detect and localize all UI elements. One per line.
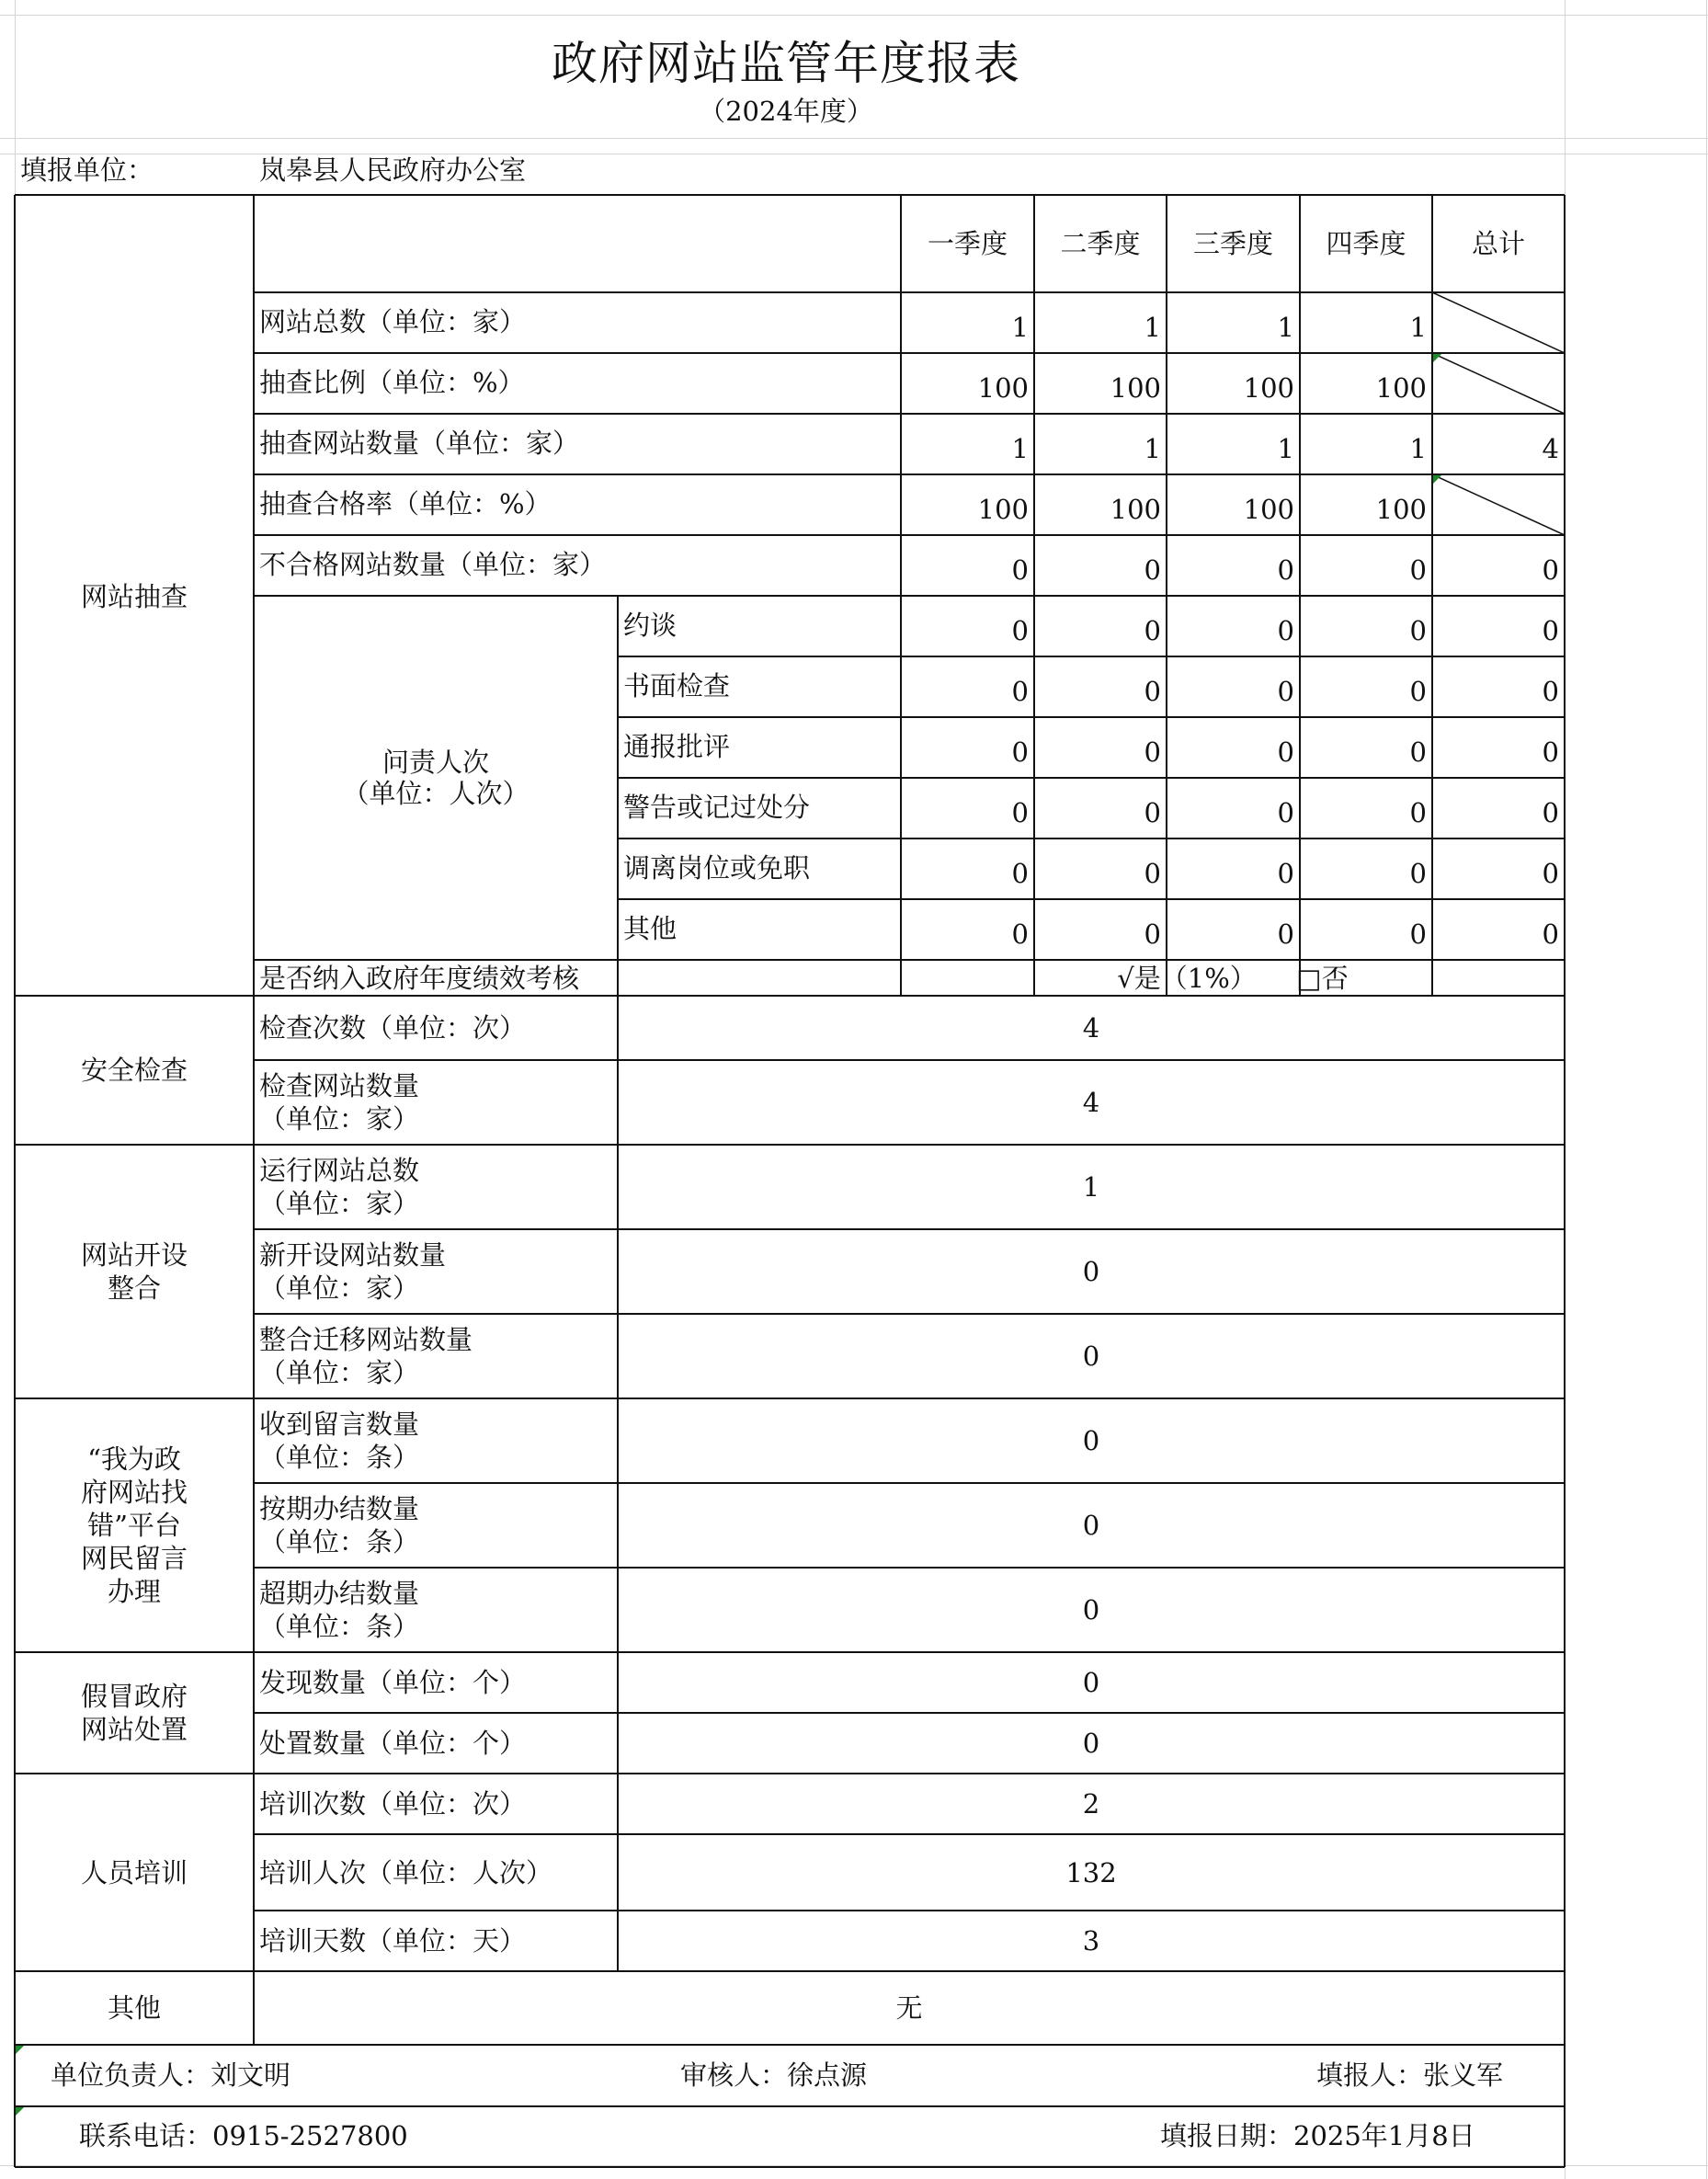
cell-value: 3	[1082, 1925, 1100, 1957]
gridline	[0, 15, 1708, 16]
cell-border	[254, 1228, 1565, 1230]
performance-value: √是（1%） □否	[1117, 963, 1349, 994]
cell-value: 1	[1144, 433, 1161, 464]
row-label-security-1: 检查网站数量 （单位：家）	[259, 1070, 420, 1135]
row-label-accountability-2: 通报批评	[623, 731, 731, 762]
row-label-fake-0: 发现数量（单位：个）	[259, 1667, 527, 1698]
footer-date: 填报日期：2025年1月8日	[1160, 2120, 1475, 2151]
cell-value: 0	[1082, 1728, 1100, 1759]
cell-value: 0	[1011, 858, 1029, 889]
cell-value: 0	[1277, 858, 1294, 889]
row-label-inspection-4: 不合格网站数量（单位：家）	[259, 549, 607, 580]
page-title: 政府网站监管年度报表	[552, 37, 1020, 90]
cell-border	[254, 1712, 1565, 1714]
diagonal-slash-cell	[1432, 292, 1565, 353]
cell-border	[253, 195, 255, 2045]
cell-value: 0	[1144, 615, 1161, 646]
cell-border	[617, 1145, 619, 1398]
cell-value: 0	[1542, 736, 1559, 768]
cell-value: 0	[1144, 858, 1161, 889]
cell-value: 0	[1144, 736, 1161, 768]
footer-leader: 单位负责人：刘文明	[51, 2059, 291, 2091]
cell-value: 1	[1082, 1171, 1100, 1203]
gridline	[0, 138, 1708, 139]
cell-value: 1	[1409, 312, 1427, 343]
cell-value: 0	[1082, 1667, 1100, 1698]
cell-border	[254, 1833, 1565, 1835]
section-label-training: 人员培训	[80, 1856, 188, 1888]
cell-border	[618, 777, 1565, 779]
footer-reviewer: 审核人：徐点源	[680, 2059, 868, 2091]
cell-value: 0	[1542, 797, 1559, 828]
comment-marker-icon	[1433, 354, 1441, 362]
cell-border	[618, 656, 1565, 657]
cell-value: 1	[1144, 312, 1161, 343]
comment-marker-icon	[16, 2046, 24, 2054]
table-border-bottom	[15, 2166, 1565, 2168]
section-label-other: 其他	[107, 1992, 162, 2024]
cell-value: 0	[1542, 615, 1559, 646]
section-label-security: 安全检查	[80, 1055, 188, 1086]
row-label-accountability-1: 书面检查	[623, 670, 731, 702]
row-label-accountability-4: 调离岗位或免职	[623, 852, 811, 884]
cell-value: 4	[1082, 1012, 1100, 1044]
cell-border	[254, 291, 1565, 293]
cell-value: 0	[1144, 676, 1161, 707]
table-border-top	[15, 194, 1565, 196]
cell-border	[618, 898, 1565, 900]
cell-value: 100	[1110, 372, 1161, 404]
row-label-fake-1: 处置数量（单位：个）	[259, 1728, 527, 1759]
cell-border	[15, 1398, 1565, 1399]
row-label-accountability-3: 警告或记过处分	[623, 792, 811, 823]
row-label-inspection-1: 抽查比例（单位：%）	[259, 367, 525, 398]
cell-border	[254, 959, 1565, 961]
section-label-inspection: 网站抽查	[80, 581, 188, 612]
cell-border	[254, 1482, 1565, 1484]
row-label-accountability-0: 约谈	[623, 610, 678, 641]
row-label-messages-0: 收到留言数量 （单位：条）	[259, 1409, 420, 1473]
cell-value: 0	[1409, 554, 1427, 586]
cell-value: 0	[1144, 918, 1161, 950]
cell-value: 0	[1542, 554, 1559, 586]
cell-value: 0	[1277, 918, 1294, 950]
section-label-messages: “我为政 府网站找 错”平台 网民留言 办理	[80, 1443, 188, 1607]
cell-value: 0	[1409, 615, 1427, 646]
comment-marker-icon	[16, 2107, 24, 2116]
cell-border	[254, 1567, 1565, 1569]
page-subtitle: （2024年度）	[699, 96, 873, 127]
gridline	[1706, 0, 1707, 2179]
section-label-integration: 网站开设 整合	[80, 1239, 188, 1304]
row-label-training-1: 培训人次（单位：人次）	[259, 1856, 553, 1888]
cell-value: 132	[1065, 1856, 1117, 1888]
row-label-integration-0: 运行网站总数 （单位：家）	[259, 1155, 420, 1219]
cell-value: 100	[1243, 494, 1294, 525]
cell-value: 0	[1082, 1425, 1100, 1456]
row-label-inspection-0: 网站总数（单位：家）	[259, 306, 527, 337]
cell-value: 0	[1011, 615, 1029, 646]
cell-border	[254, 1910, 1565, 1911]
cell-value: 0	[1082, 1256, 1100, 1287]
gridline	[15, 0, 16, 195]
cell-value: 100	[977, 372, 1029, 404]
filler-unit-value: 岚皋县人民政府办公室	[259, 154, 527, 186]
cell-value: 0	[1011, 676, 1029, 707]
row-label-messages-1: 按期办结数量 （单位：条）	[259, 1493, 420, 1557]
column-header-q4: 四季度	[1326, 228, 1406, 259]
cell-value: 2	[1082, 1788, 1100, 1820]
cell-border	[15, 1773, 1565, 1774]
row-label-accountability-5: 其他	[623, 913, 678, 944]
cell-border	[15, 995, 1565, 997]
cell-value: 0	[1277, 615, 1294, 646]
column-header-q2: 二季度	[1060, 228, 1141, 259]
footer-phone: 联系电话：0915-2527800	[79, 2120, 408, 2151]
cell-border	[15, 2105, 1565, 2107]
cell-border	[617, 996, 619, 1145]
cell-value: 0	[1542, 918, 1559, 950]
cell-value: 100	[1375, 372, 1427, 404]
row-label-integration-2: 整合迁移网站数量 （单位：家）	[259, 1324, 473, 1388]
cell-value: 0	[1277, 736, 1294, 768]
cell-value: 0	[1082, 1340, 1100, 1372]
cell-value: 4	[1082, 1087, 1100, 1118]
filler-label: 填报单位：	[20, 154, 154, 186]
cell-value: 0	[1082, 1510, 1100, 1541]
cell-border	[254, 595, 1565, 597]
cell-value: 0	[1542, 858, 1559, 889]
cell-value: 0	[1277, 554, 1294, 586]
cell-value: 0	[1409, 676, 1427, 707]
row-label-training-2: 培训天数（单位：天）	[259, 1925, 527, 1957]
cell-value: 100	[1243, 372, 1294, 404]
performance-label: 是否纳入政府年度绩效考核	[259, 963, 580, 994]
table-border-left	[14, 195, 16, 2167]
column-header-q1: 一季度	[927, 228, 1008, 259]
row-label-security-0: 检查次数（单位：次）	[259, 1012, 527, 1044]
cell-border	[254, 1059, 1565, 1061]
cell-value: 0	[1409, 918, 1427, 950]
cell-value: 1	[1409, 433, 1427, 464]
cell-border	[254, 413, 1565, 415]
other-value: 无	[895, 1992, 923, 2024]
cell-value: 0	[1082, 1594, 1100, 1626]
column-header-q3: 三季度	[1192, 228, 1274, 259]
cell-value: 0	[1144, 554, 1161, 586]
accountability-label: 问责人次 （单位：人次）	[342, 747, 529, 809]
cell-border	[15, 1970, 1565, 1972]
cell-value: 0	[1011, 554, 1029, 586]
row-label-integration-1: 新开设网站数量 （单位：家）	[259, 1239, 447, 1304]
cell-value: 1	[1011, 433, 1029, 464]
cell-value: 100	[977, 494, 1029, 525]
cell-border	[617, 1398, 619, 1652]
cell-border	[15, 1144, 1565, 1146]
column-header-total: 总计	[1471, 228, 1526, 259]
row-label-messages-2: 超期办结数量 （单位：条）	[259, 1578, 420, 1642]
cell-border	[254, 534, 1565, 536]
cell-border	[15, 2044, 1565, 2046]
cell-border	[15, 1651, 1565, 1653]
cell-value: 0	[1277, 676, 1294, 707]
row-label-inspection-3: 抽查合格率（单位：%）	[259, 488, 552, 519]
cell-border	[254, 352, 1565, 354]
cell-value: 1	[1277, 433, 1294, 464]
cell-value: 0	[1542, 676, 1559, 707]
footer-reporter: 填报人：张义军	[1316, 2059, 1504, 2091]
cell-value: 1	[1277, 312, 1294, 343]
cell-value: 100	[1110, 494, 1161, 525]
cell-value: 1	[1011, 312, 1029, 343]
cell-value: 4	[1542, 433, 1559, 464]
comment-marker-icon	[1433, 475, 1441, 484]
cell-value: 0	[1011, 918, 1029, 950]
cell-border	[618, 838, 1565, 839]
cell-value: 100	[1375, 494, 1427, 525]
cell-border	[618, 716, 1565, 718]
cell-value: 0	[1144, 797, 1161, 828]
cell-value: 0	[1409, 736, 1427, 768]
cell-border	[254, 473, 1565, 475]
cell-value: 0	[1277, 797, 1294, 828]
row-label-training-0: 培训次数（单位：次）	[259, 1788, 527, 1820]
diagonal-slash-cell	[1432, 474, 1565, 535]
row-label-inspection-2: 抽查网站数量（单位：家）	[259, 428, 580, 459]
cell-border	[617, 1774, 619, 1971]
cell-value: 0	[1011, 797, 1029, 828]
cell-border	[254, 1313, 1565, 1315]
diagonal-slash-cell	[1432, 353, 1565, 414]
cell-value: 0	[1409, 858, 1427, 889]
section-label-fake: 假冒政府 网站处置	[80, 1681, 188, 1745]
cell-value: 0	[1011, 736, 1029, 768]
cell-value: 0	[1409, 797, 1427, 828]
